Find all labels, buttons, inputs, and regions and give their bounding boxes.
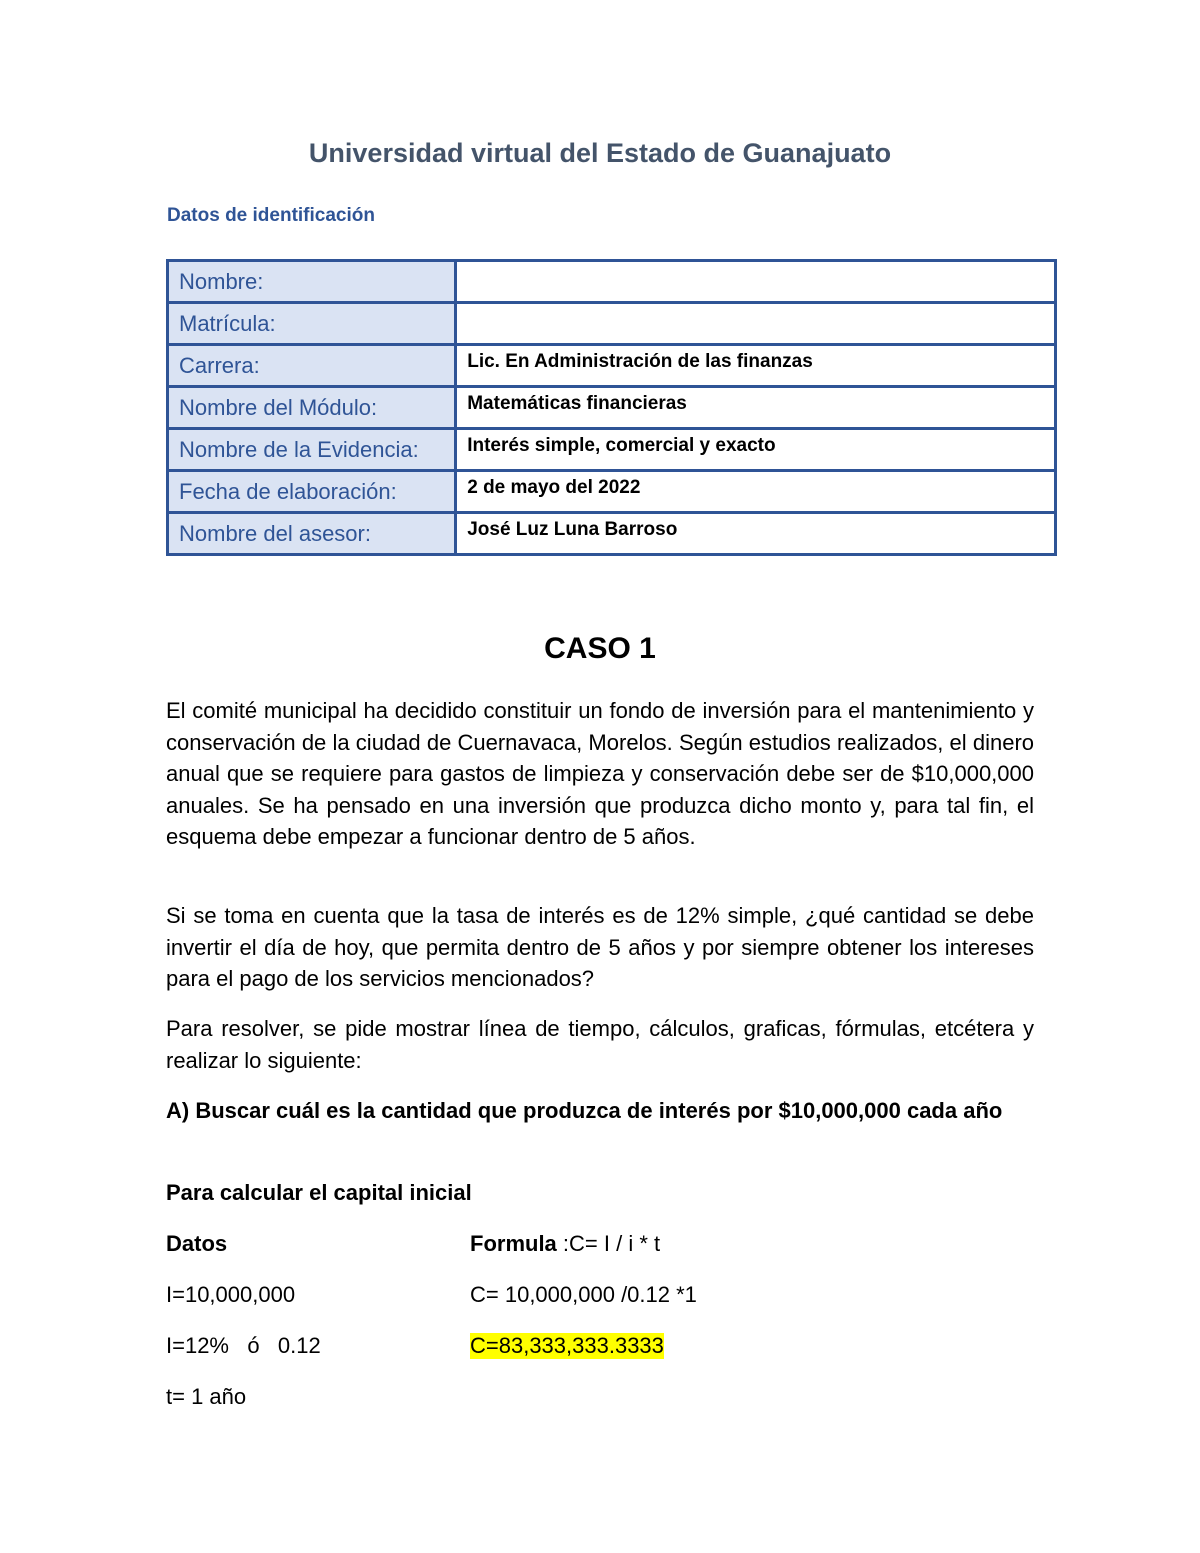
case-paragraph-3: Para resolver, se pide mostrar línea de tiempo, cálculos, graficas, fórmulas, etcétera y realizar lo siguiente: xyxy=(166,1016,1034,1073)
table-row xyxy=(168,261,1056,303)
data-heading: Datos xyxy=(166,1231,228,1256)
row-value-fecha: 2 de mayo del 2022 xyxy=(456,471,1056,513)
calc-heading: Para calcular el capital inicial xyxy=(166,1180,472,1205)
identification-heading: Datos de identificación xyxy=(167,205,375,226)
calc-result: C=83,333,333.3333 xyxy=(470,1333,664,1358)
row-label-modulo: Nombre del Módulo: xyxy=(168,387,456,429)
formula-label: Formula xyxy=(470,1231,557,1256)
row-label-evidencia: Nombre de la Evidencia: xyxy=(168,429,456,471)
table-row xyxy=(168,471,1056,513)
row-value-nombre xyxy=(456,261,1056,303)
table-row xyxy=(168,429,1056,471)
identification-table xyxy=(166,259,1057,556)
row-value-modulo: Matemáticas financieras xyxy=(456,387,1056,429)
case-title: CASO 1 xyxy=(544,632,656,665)
table-row xyxy=(168,303,1056,345)
table-row xyxy=(168,345,1056,387)
case-paragraph-2: Si se toma en cuenta que la tasa de interés es de 12% simple, ¿qué cantidad se debe invertir el día de hoy, que permita dentro de 5 años y por siempre obtener los intereses para el pago de los servicios mencionados? xyxy=(166,903,1034,991)
table-row xyxy=(168,513,1056,555)
row-value-carrera: Lic. En Administración de las finanzas xyxy=(456,345,1056,387)
row-label-fecha: Fecha de elaboración: xyxy=(168,471,456,513)
question-a: A) Buscar cuál es la cantidad que produzca de interés por $10,000,000 cada año xyxy=(166,1098,1003,1123)
row-label-matricula: Matrícula: xyxy=(168,303,456,345)
row-value-matricula xyxy=(456,303,1056,345)
calc-step: C= 10,000,000 /0.12 *1 xyxy=(470,1282,697,1307)
formula-line xyxy=(470,1231,660,1257)
row-value-asesor: José Luz Luna Barroso xyxy=(456,513,1056,555)
data-rate: I=12% ó 0.12 xyxy=(166,1333,321,1358)
university-title: Universidad virtual del Estado de Guanajuato xyxy=(308,138,892,168)
row-label-nombre: Nombre: xyxy=(168,261,456,303)
case-paragraph-1: El comité municipal ha decidido constituir un fondo de inversión para el mantenimiento y conservación de la ciudad de Cuernavaca, Morelos. Según estudios realizados, el dinero anual que se requiere para gastos de limpieza y conservación debe ser de $10,000,000 anuales. Se ha pensado en una inversión que produzca dicho monto y, para tal fin, el esquema debe empezar a funcionar dentro de 5 años. xyxy=(166,698,1034,849)
data-time: t= 1 año xyxy=(166,1384,247,1409)
row-label-asesor: Nombre del asesor: xyxy=(168,513,456,555)
table-row xyxy=(168,387,1056,429)
data-interest: I=10,000,000 xyxy=(166,1282,296,1307)
row-label-carrera: Carrera: xyxy=(168,345,456,387)
formula-expression: :C= I / i * t xyxy=(562,1231,661,1256)
row-value-evidencia: Interés simple, comercial y exacto xyxy=(456,429,1056,471)
